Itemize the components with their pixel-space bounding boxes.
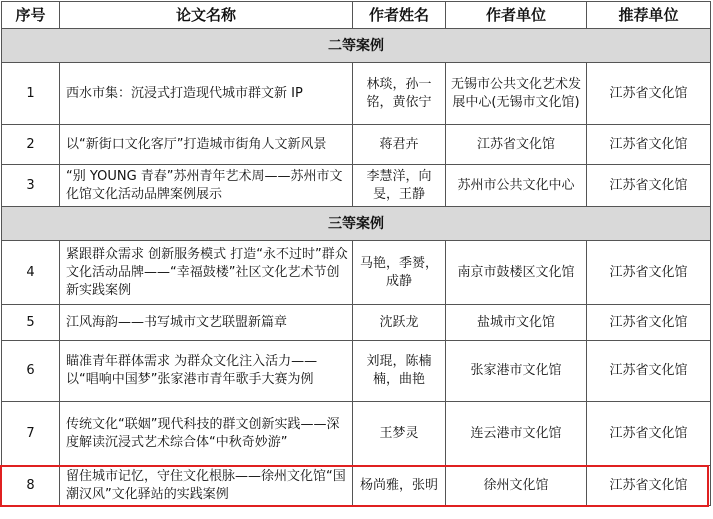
cell-unit: 徐州文化馆	[446, 466, 587, 506]
cell-unit: 连云港市文化馆	[446, 402, 587, 466]
cell-unit: 无锡市公共文化艺术发展中心(无锡市文化馆)	[446, 63, 587, 125]
table-row-highlighted	[2, 466, 711, 506]
cell-recommender: 江苏省文化馆	[587, 341, 711, 402]
cell-authors: 马艳，季赟，成静	[353, 241, 446, 305]
table-row	[2, 305, 711, 341]
section-row	[2, 29, 711, 63]
cell-recommender: 江苏省文化馆	[587, 402, 711, 466]
cell-no: 6	[2, 341, 60, 402]
cell-title: 江风海韵——书写城市文艺联盟新篇章	[60, 305, 353, 341]
cell-authors: 蒋君卉	[353, 125, 446, 165]
cell-unit: 南京市鼓楼区文化馆	[446, 241, 587, 305]
cell-authors: 李慧洋，向旻，王静	[353, 165, 446, 207]
cell-recommender: 江苏省文化馆	[587, 125, 711, 165]
cell-authors: 杨尚雅，张明	[353, 466, 446, 506]
table-row	[2, 63, 711, 125]
cell-recommender: 江苏省文化馆	[587, 466, 711, 506]
header-title: 论文名称	[60, 2, 353, 29]
award-table	[1, 1, 711, 506]
cell-authors: 王梦灵	[353, 402, 446, 466]
cell-no: 1	[2, 63, 60, 125]
cell-no: 5	[2, 305, 60, 341]
cell-title: 传统文化“联姻”现代科技的群文创新实践——深度解读沉浸式艺术综合体“中秋奇妙游”	[60, 402, 353, 466]
header-row	[2, 2, 711, 29]
section-row	[2, 207, 711, 241]
cell-no: 2	[2, 125, 60, 165]
section-title: 二等案例	[2, 29, 711, 63]
table-row	[2, 165, 711, 207]
cell-title: “别 YOUNG 青春”苏州青年艺术周——苏州市文化馆文化活动品牌案例展示	[60, 165, 353, 207]
cell-title: 留住城市记忆，守住文化根脉——徐州文化馆“国潮汉风”文化驿站的实践案例	[60, 466, 353, 506]
cell-unit: 张家港市文化馆	[446, 341, 587, 402]
cell-recommender: 江苏省文化馆	[587, 305, 711, 341]
section-title: 三等案例	[2, 207, 711, 241]
table-row	[2, 341, 711, 402]
table-row	[2, 125, 711, 165]
cell-title: 紧跟群众需求 创新服务模式 打造“永不过时”群众文化活动品牌——“幸福鼓楼”社区文化艺术节创新实践案例	[60, 241, 353, 305]
cell-no: 3	[2, 165, 60, 207]
cell-no: 4	[2, 241, 60, 305]
cell-unit: 江苏省文化馆	[446, 125, 587, 165]
header-recommender: 推荐单位	[587, 2, 711, 29]
cell-recommender: 江苏省文化馆	[587, 165, 711, 207]
cell-title: 西水市集：沉浸式打造现代城市群文新 IP	[60, 63, 353, 125]
cell-no: 8	[2, 466, 60, 506]
table-row	[2, 402, 711, 466]
cell-title: 以“新街口文化客厅”打造城市街角人文新风景	[60, 125, 353, 165]
cell-no: 7	[2, 402, 60, 466]
cell-unit: 苏州市公共文化中心	[446, 165, 587, 207]
header-unit: 作者单位	[446, 2, 587, 29]
cell-authors: 刘琨，陈楠楠，曲艳	[353, 341, 446, 402]
cell-recommender: 江苏省文化馆	[587, 63, 711, 125]
table-row	[2, 241, 711, 305]
header-authors: 作者姓名	[353, 2, 446, 29]
cell-authors: 林琰，孙一铭，黄依宁	[353, 63, 446, 125]
header-no: 序号	[2, 2, 60, 29]
cell-recommender: 江苏省文化馆	[587, 241, 711, 305]
cell-title: 瞄准青年群体需求 为群众文化注入活力——以“唱响中国梦”张家港市青年歌手大赛为例	[60, 341, 353, 402]
cell-unit: 盐城市文化馆	[446, 305, 587, 341]
cell-authors: 沈跃龙	[353, 305, 446, 341]
